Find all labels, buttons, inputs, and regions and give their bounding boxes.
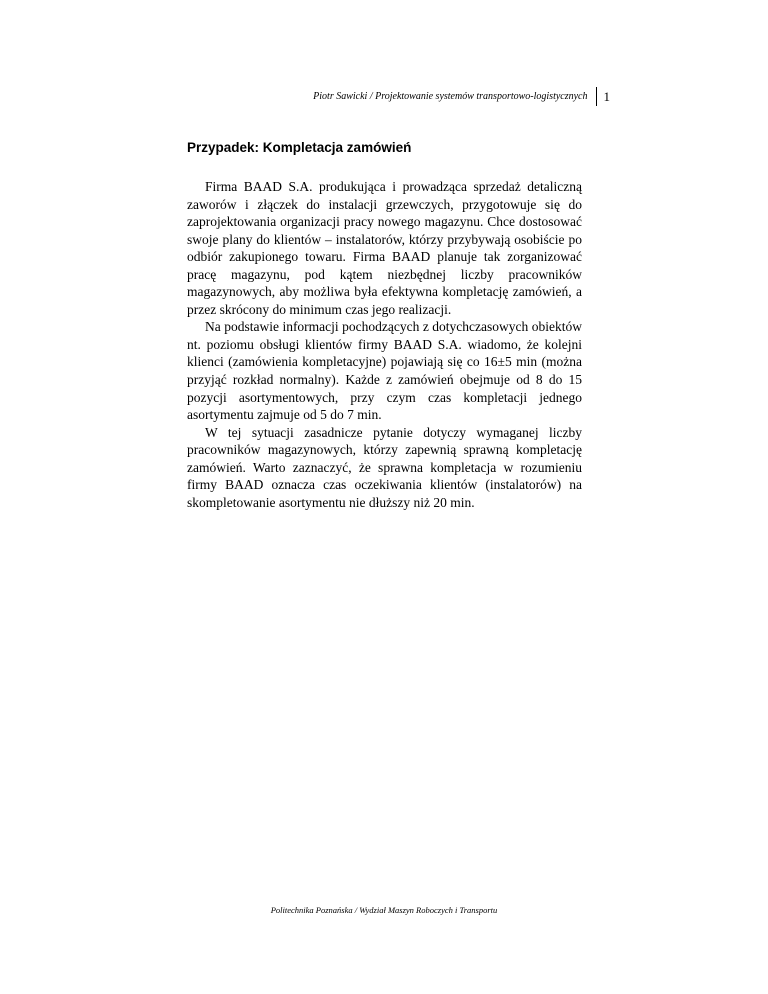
paragraph-company-context: Firma BAAD S.A. produkująca i prowadząca sprzedaż detaliczną zaworów i złączek do instalacji grzewczych, przygotowuje się do zaprojektowania organizacji pracy nowego magazynu. Chce dostosować swoje plany do klientów – instalatorów, którzy przybywają osobiście po odbiór zakupionego towaru. Firma BAAD planuje tak zorganizować pracę magazynu, pod kątem niezbędnej liczby pracowników magazynowych, aby możliwa była efektywna kompletację zamówień, a przez skrócony do minimum czas jego realizacji. — [187, 179, 582, 317]
running-header — [313, 87, 610, 106]
paragraph-order-statistics: Na podstawie informacji pochodzących z dotychczasowych obiektów nt. poziomu obsługi klientów firmy BAAD S.A. wiadomo, że kolejni klienci (zamówienia kompletacyjne) pojawiają się co 16±5 min (można przyjąć rozkład normalny). Każde z zamówień obejmuje od 8 do 15 pozycji asortymentowych, przy czym czas kompletacji jednego asortymentu zajmuje od 5 do 7 min. — [187, 319, 582, 423]
page-footer: Politechnika Poznańska / Wydział Maszyn Roboczych i Transportu — [270, 905, 498, 915]
case-title: Przypadek: Kompletacja zamówień — [187, 140, 412, 155]
case-description — [187, 178, 582, 511]
page-number: 1 — [603, 88, 610, 104]
paragraph-problem-question: W tej sytuacji zasadnicze pytanie dotyczy wymaganej liczby pracowników magazynowych, którzy zapewnią sprawną kompletację zamówień. Warto zaznaczyć, że sprawna kompletacja w rozumieniu firmy BAAD oznacza czas oczekiwania klientów (instalatorów) na skompletowanie asortymentu nie dłuższy niż 20 min. — [187, 424, 582, 510]
running-title: Piotr Sawicki / Projektowanie systemów transportowo-logistycznych — [313, 90, 588, 102]
